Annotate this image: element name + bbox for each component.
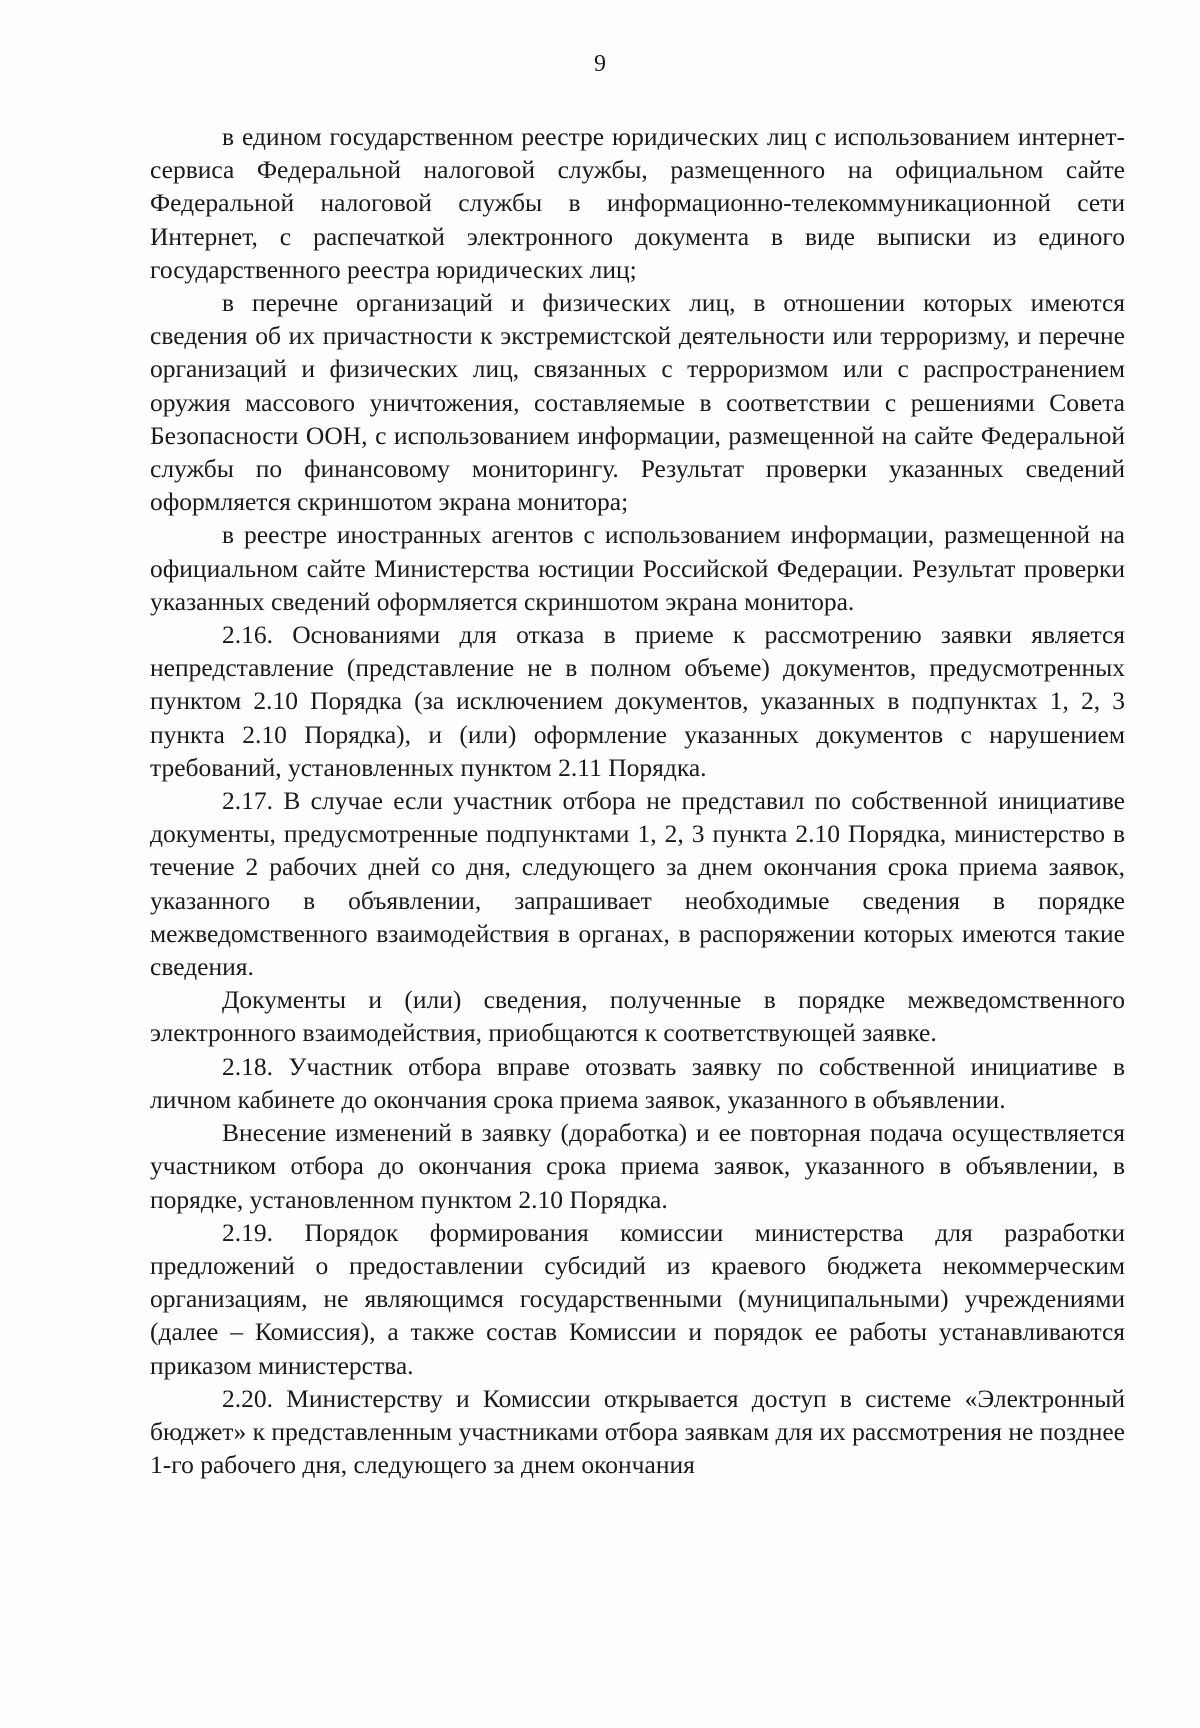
paragraph-application-changes: Внесение изменений в заявку (доработка) и ее повторная подача осуществляется участником отбора до окончания срока приема заявок, указанного в объявлении, в порядке, установленном пунктом 2.10 Порядка. [150, 1118, 1125, 1214]
paragraph-clause-2-19: 2.19. Порядок формирования комиссии министерства для разработки предложений о предоставлении субсидий из краевого бюджета некоммерческим организациям, не являющимся государственными (муниципальными) учреждениями (далее – Комиссия), а также состав Комиссии и порядок ее работы устанавливаются приказом министерства. [150, 1217, 1125, 1380]
paragraph-clause-2-20: 2.20. Министерству и Комиссии открывается доступ в системе «Электронный бюджет» к представленным участниками отбора заявкам для их рассмотрения не позднее 1-го рабочего дня, следующего за днем окончания [150, 1383, 1125, 1480]
paragraph-clause-2-18: 2.18. Участник отбора вправе отозвать заявку по собственной инициативе в личном кабинете до окончания срока приема заявок, указанного в объявлении. [150, 1051, 1125, 1114]
paragraph-egrul-check: в едином государственном реестре юридических лиц с использованием интернет-сервиса Федеральной налоговой службы, размещенного на официальном сайте Федеральной налоговой службы в информационно-телекоммуникационной сети Интернет, с распечаткой электронного документа в виде выписки из единого государственного реестра юридических лиц; [150, 122, 1125, 284]
page-number: 9 [594, 51, 606, 77]
paragraph-extremism-list-check: в перечне организаций и физических лиц, в отношении которых имеются сведения об их причастности к экстремистской деятельности или терроризму, и перечне организаций и физических лиц, связанных с терроризмом или с распространением оружия массового уничтожения, составляемые в соответствии с решениями Совета Безопасности ООН, с использованием информации, размещенной на сайте Федеральной службы по финансовому мониторингу. Результат проверки указанных сведений оформляется скриншотом экрана монитора; [150, 288, 1125, 517]
paragraph-clause-2-17: 2.17. В случае если участник отбора не представил по собственной инициативе документы, предусмотренные подпунктами 1, 2, 3 пункта 2.10 Порядка, министерство в течение 2 рабочих дней со дня, следующего за днем окончания срока приема заявок, указанного в объявлении, запрашивает необходимые сведения в порядке межведомственного взаимодействия в органах, в распоряжении которых имеются такие сведения. [150, 786, 1125, 982]
paragraph-clause-2-16: 2.16. Основаниями для отказа в приеме к рассмотрению заявки является непредставление (представление не в полном объеме) документов, предусмотренных пунктом 2.10 Порядка (за исключением документов, указанных в подпунктах 1, 2, 3 пункта 2.10 Порядка), и (или) оформление указанных документов с нарушением требований, установленных пунктом 2.11 Порядка. [150, 620, 1125, 782]
document-body [150, 120, 1125, 1481]
paragraph-interagency-documents: Документы и (или) сведения, полученные в порядке межведомственного электронного взаимодействия, приобщаются к соответствующей заявке. [150, 985, 1125, 1048]
paragraph-foreign-agents-check: в реестре иностранных агентов с использованием информации, размещенной на официальном сайте Министерства юстиции Российской Федерации. Результат проверки указанных сведений оформляется скриншотом экрана монитора. [150, 520, 1125, 616]
